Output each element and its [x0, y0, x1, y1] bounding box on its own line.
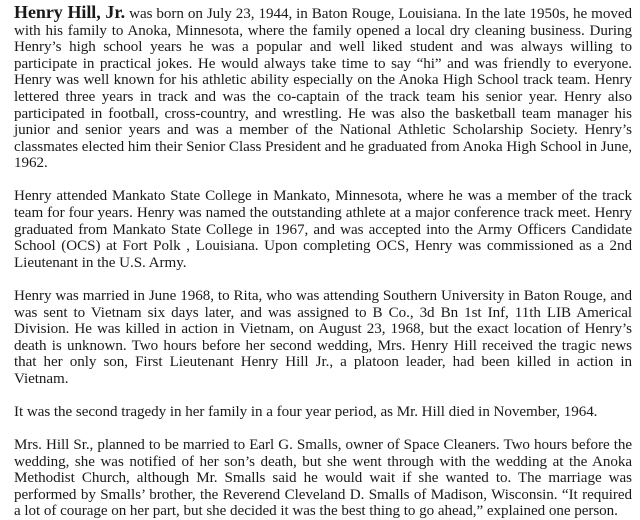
paragraph-early-life	[14, 4, 632, 172]
paragraph-text: Henry attended Mankato State College in Mankato, Minnesota, where he was a member of the track team for four years. Henry was named the outstanding athlete at a major conference track meet. Henry graduated from Mankato State College in 1967, and was accepted into the Army Officers Candidate School (OCS) at Fort Polk , Louisiana. Upon completing OCS, Henry was commissioned as a 2nd Lieutenant in the U.S. Army.	[14, 188, 632, 271]
paragraph-college	[14, 188, 632, 271]
paragraph-second-tragedy	[14, 404, 632, 421]
paragraph-text: was born on July 23, 1944, in Baton Rouge, Louisiana. In the late 1950s, he moved with his family to Anoka, Minnesota, where the family opened a local dry cleaning business. During Henry’s high school years he was a popular and well liked student and was always willing to participate in practical jokes. He would always take time to say “hi” and was friendly to everyone. Henry was well known for his athletic ability especially on the Anoka High School track team. Henry lettered three years in track and was the co-captain of the track team his senior year. Henry also participated in football, cross-country, and wrestling. He was also the basketball team manager his junior and senior years and was a member of the National Athletic Scholarship Society. Henry’s classmates elected him their Senior Class President and he graduated from Anoka High School in June, 1962.	[14, 6, 632, 172]
paragraph-text: It was the second tragedy in her family in a four year period, as Mr. Hill died in November, 1964.	[14, 403, 598, 420]
paragraph-text: Mrs. Hill Sr., planned to be married to Earl G. Smalls, owner of Space Cleaners. Two hours before the wedding, she was notified of her son’s death, but she went through with the wedding at the Anoka Methodist Church, although Mr. Smalls said he would wait if she wanted to. The marriage was performed by Smalls’ brother, the Reverend Cleveland D. Smalls of Madison, Wisconsin. “It required a lot of courage on her part, but she decided it was the best thing to go ahead,” explained one person.	[14, 437, 632, 520]
paragraph-marriage-vietnam	[14, 288, 632, 388]
paragraph-mother-wedding	[14, 437, 632, 520]
subject-name: Henry Hill, Jr.	[14, 2, 126, 22]
paragraph-text: Henry was married in June 1968, to Rita, who was attending Southern University in Baton Rouge, and was sent to Vietnam six days later, and was assigned to B Co., 3d Bn 1st Inf, 11th LIB Americal Division. He was killed in action in Vietnam, on August 23, 1968, but the exact location of Henry’s death is unknown. Two hours before her second wedding, Mrs. Henry Hill received the tragic news that her only son, First Lieutenant Henry Hill Jr., a platoon leader, had been killed in action in Vietnam.	[14, 287, 632, 387]
